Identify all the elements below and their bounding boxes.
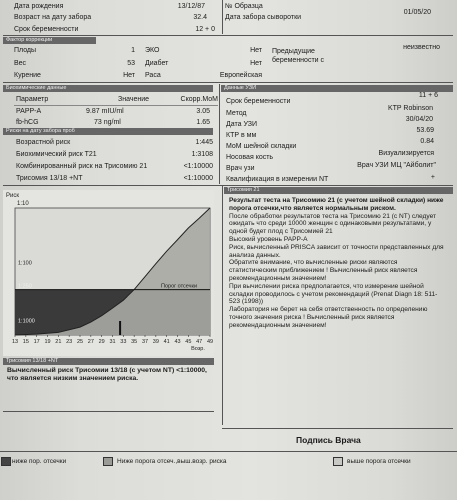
- t21-paragraph: После обработки результатов теста на Трисомию 21 (с NT) следует ожидать что среди 10000 женщин с одинаковыми результатами, у одной будет плод с Трисомией 21: [229, 212, 437, 236]
- smoking-value: Нет: [123, 72, 135, 79]
- x-tick-label: 29: [98, 339, 105, 345]
- x-tick-label: 23: [66, 339, 73, 345]
- x-tick-label: 27: [87, 339, 94, 345]
- x-tick-label: 19: [44, 339, 51, 345]
- x-tick-label: 35: [131, 339, 138, 345]
- previous-pregnancies-value: неизвестно: [403, 44, 440, 51]
- legend-swatch-below: [1, 457, 11, 466]
- weight-label: Вес: [14, 60, 27, 67]
- age-risk-value: 1:445: [195, 139, 213, 146]
- nasal-bone-value: Визуализируется: [378, 150, 434, 157]
- t21-paragraph: При вычислении риска предполагается, что измерение шейной складки проводилось с учетом рекомендаций (Prenat Diagn 18: 511-523 (1998)): [229, 282, 438, 306]
- uzi-doctor-value: Врач УЗИ МЦ "Айболит": [357, 162, 436, 169]
- diabetes-value: Нет: [250, 60, 262, 67]
- smoking-label: Курение: [14, 72, 41, 79]
- biochem-risk-value: 1:3108: [191, 151, 213, 158]
- x-tick-label: 45: [185, 339, 192, 345]
- risk-chart: [3, 190, 214, 356]
- legend-label-middle: Ниже порога отсеч.,выш.возр. риска: [117, 458, 227, 465]
- legend-swatch-middle: [103, 457, 113, 466]
- uzi-method-label: Метод: [226, 110, 247, 117]
- fetuses-label: Плоды: [14, 47, 37, 54]
- combined-risk-value: <1:10000: [183, 163, 213, 170]
- sample-no-label: № Образца: [225, 3, 263, 10]
- uzi-title: Данные УЗИ: [221, 85, 453, 92]
- x-tick-label: 33: [120, 339, 127, 345]
- ivf-label: ЭКО: [145, 47, 160, 54]
- pappa-value: 9.87 mIU/ml: [86, 108, 124, 115]
- doctor-signature: Подпись Врача: [296, 435, 361, 445]
- y-tick-label: 1:1000: [18, 318, 35, 325]
- nasal-bone-label: Носовая кость: [226, 154, 274, 161]
- hcg-mom: 1.65: [196, 119, 210, 126]
- x-tick-label: 17: [33, 339, 40, 345]
- nt-mom-label: МоМ шейной складки: [226, 143, 297, 150]
- x-tick-label: 21: [55, 339, 62, 345]
- corr-header: Скорр.МоМ: [180, 96, 218, 103]
- hcg-value: 73 ng/ml: [94, 119, 121, 126]
- x-tick-label: 25: [76, 339, 84, 345]
- x-tick-label: 41: [163, 339, 170, 345]
- gestation-label: Срок беременности: [14, 26, 79, 33]
- race-value: Европейская: [219, 72, 262, 79]
- biochem-title: Биохимические данные: [3, 85, 213, 92]
- risks-title: Риски на дату забора проб: [3, 128, 213, 135]
- hcg-label: fb-hCG: [16, 119, 39, 126]
- x-tick-label: 49: [206, 339, 214, 345]
- chart-y-top-label: 1:10: [17, 201, 29, 207]
- age-risk-label: Возрастной риск: [16, 139, 71, 146]
- diabetes-label: Диабет: [145, 60, 169, 67]
- t21-conclusion: Результат теста на Трисомию 21 (с учетом шейной складки) ниже порога отсечки,что является нормальным риском.: [229, 197, 444, 212]
- serum-date-value: 01/05/20: [403, 9, 431, 16]
- t1318-risk-value: <1:10000: [183, 175, 213, 182]
- t21-interpretation: [229, 197, 445, 330]
- uzi-date-label: Дата УЗИ: [226, 121, 257, 128]
- x-tick-label: 39: [152, 339, 159, 345]
- x-axis-label: Возр.: [191, 346, 205, 352]
- serum-date-label: Дата забора сыворотки: [225, 14, 302, 21]
- t21-title: Трисомия 21: [224, 187, 453, 194]
- value-header: Значение: [118, 96, 150, 103]
- x-tick-label: 31: [109, 339, 116, 345]
- race-label: Раса: [145, 72, 161, 79]
- uzi-top-value: 11 + 6: [418, 92, 438, 99]
- pappa-mom: 3.05: [196, 108, 210, 115]
- previous-pregnancies-label: Предыдущие беременности с: [272, 48, 325, 64]
- chart-risk-label: Риск: [6, 193, 19, 199]
- x-tick-label: 15: [22, 339, 29, 345]
- param-header: Параметр: [16, 96, 49, 103]
- x-tick-label: 37: [141, 339, 149, 345]
- t21-paragraph: Высокий уровень PAPP-A: [229, 235, 308, 243]
- biochem-risk-label: Биохимический риск Т21: [16, 151, 97, 158]
- nt-qualification-value: +: [430, 174, 435, 181]
- uzi-method-value: KTP Robinson: [387, 105, 433, 112]
- threshold-label: Порог отсечки: [161, 283, 198, 290]
- t1318-risk-label: Трисомия 13/18 +NT: [16, 175, 83, 182]
- uzi-gestation-label: Срок беременности: [226, 98, 291, 105]
- t1318-title: Трисомия 13/18 +NT: [3, 358, 214, 365]
- y-tick-label: 1:100: [18, 260, 32, 267]
- nt-qualification-label: Квалификация в измерении NT: [226, 176, 329, 183]
- t1318-text: Вычисленный риск Трисомии 13/18 (с учетом NT) <1:10000, что является низким значением риска.: [7, 367, 207, 382]
- gestation-value: 12 + 0: [195, 26, 215, 33]
- legend-label-above: выше порога отсечки: [347, 458, 411, 465]
- combined-risk-label: Комбинированный риск на Трисомию 21: [16, 163, 148, 170]
- fetuses-value: 1: [131, 47, 135, 54]
- x-tick-label: 13: [11, 339, 19, 345]
- legend-swatch-above: [333, 457, 343, 466]
- age-value: 32.4: [193, 14, 207, 21]
- patient-marker: [119, 321, 121, 335]
- nt-mom-value: 0.84: [420, 138, 434, 145]
- weight-value: 53: [127, 60, 135, 67]
- uzi-doctor-label: Врач узи: [226, 165, 255, 172]
- risk-chart-panel: [3, 190, 214, 356]
- birthdate-label: Дата рождения: [14, 3, 64, 10]
- pappa-label: PAPP-A: [16, 108, 42, 115]
- x-tick-label: 47: [196, 339, 203, 345]
- y-tick-label: 1:250: [18, 283, 32, 290]
- t21-paragraph: Риск, вычисленный PRISCA зависит от точности представленных для анализа данных.: [229, 243, 444, 259]
- ktr-label: КТР в мм: [226, 132, 257, 139]
- age-label: Возраст на дату забора: [14, 14, 92, 21]
- t21-paragraph: Обратите внимание, что вычисленные риски являются статистическим приближением ! Вычисленный риск является рекомендационным значением!: [229, 259, 418, 282]
- t21-paragraph: Лаборатория не берет на себя ответственность по определению точного значения риска ! Вычисленный риск является рекомендационным значением!: [229, 306, 428, 329]
- uzi-date-value: 30/04/20: [405, 116, 433, 123]
- birthdate-value: 13/12/87: [177, 3, 205, 10]
- correction-title: Фактор коррекции: [3, 37, 96, 44]
- ivf-value: Нет: [250, 47, 262, 54]
- ktr-value: 53.69: [416, 127, 434, 134]
- x-tick-label: 43: [174, 339, 181, 345]
- legend-label-below: ниже пор. отсечки: [12, 458, 67, 465]
